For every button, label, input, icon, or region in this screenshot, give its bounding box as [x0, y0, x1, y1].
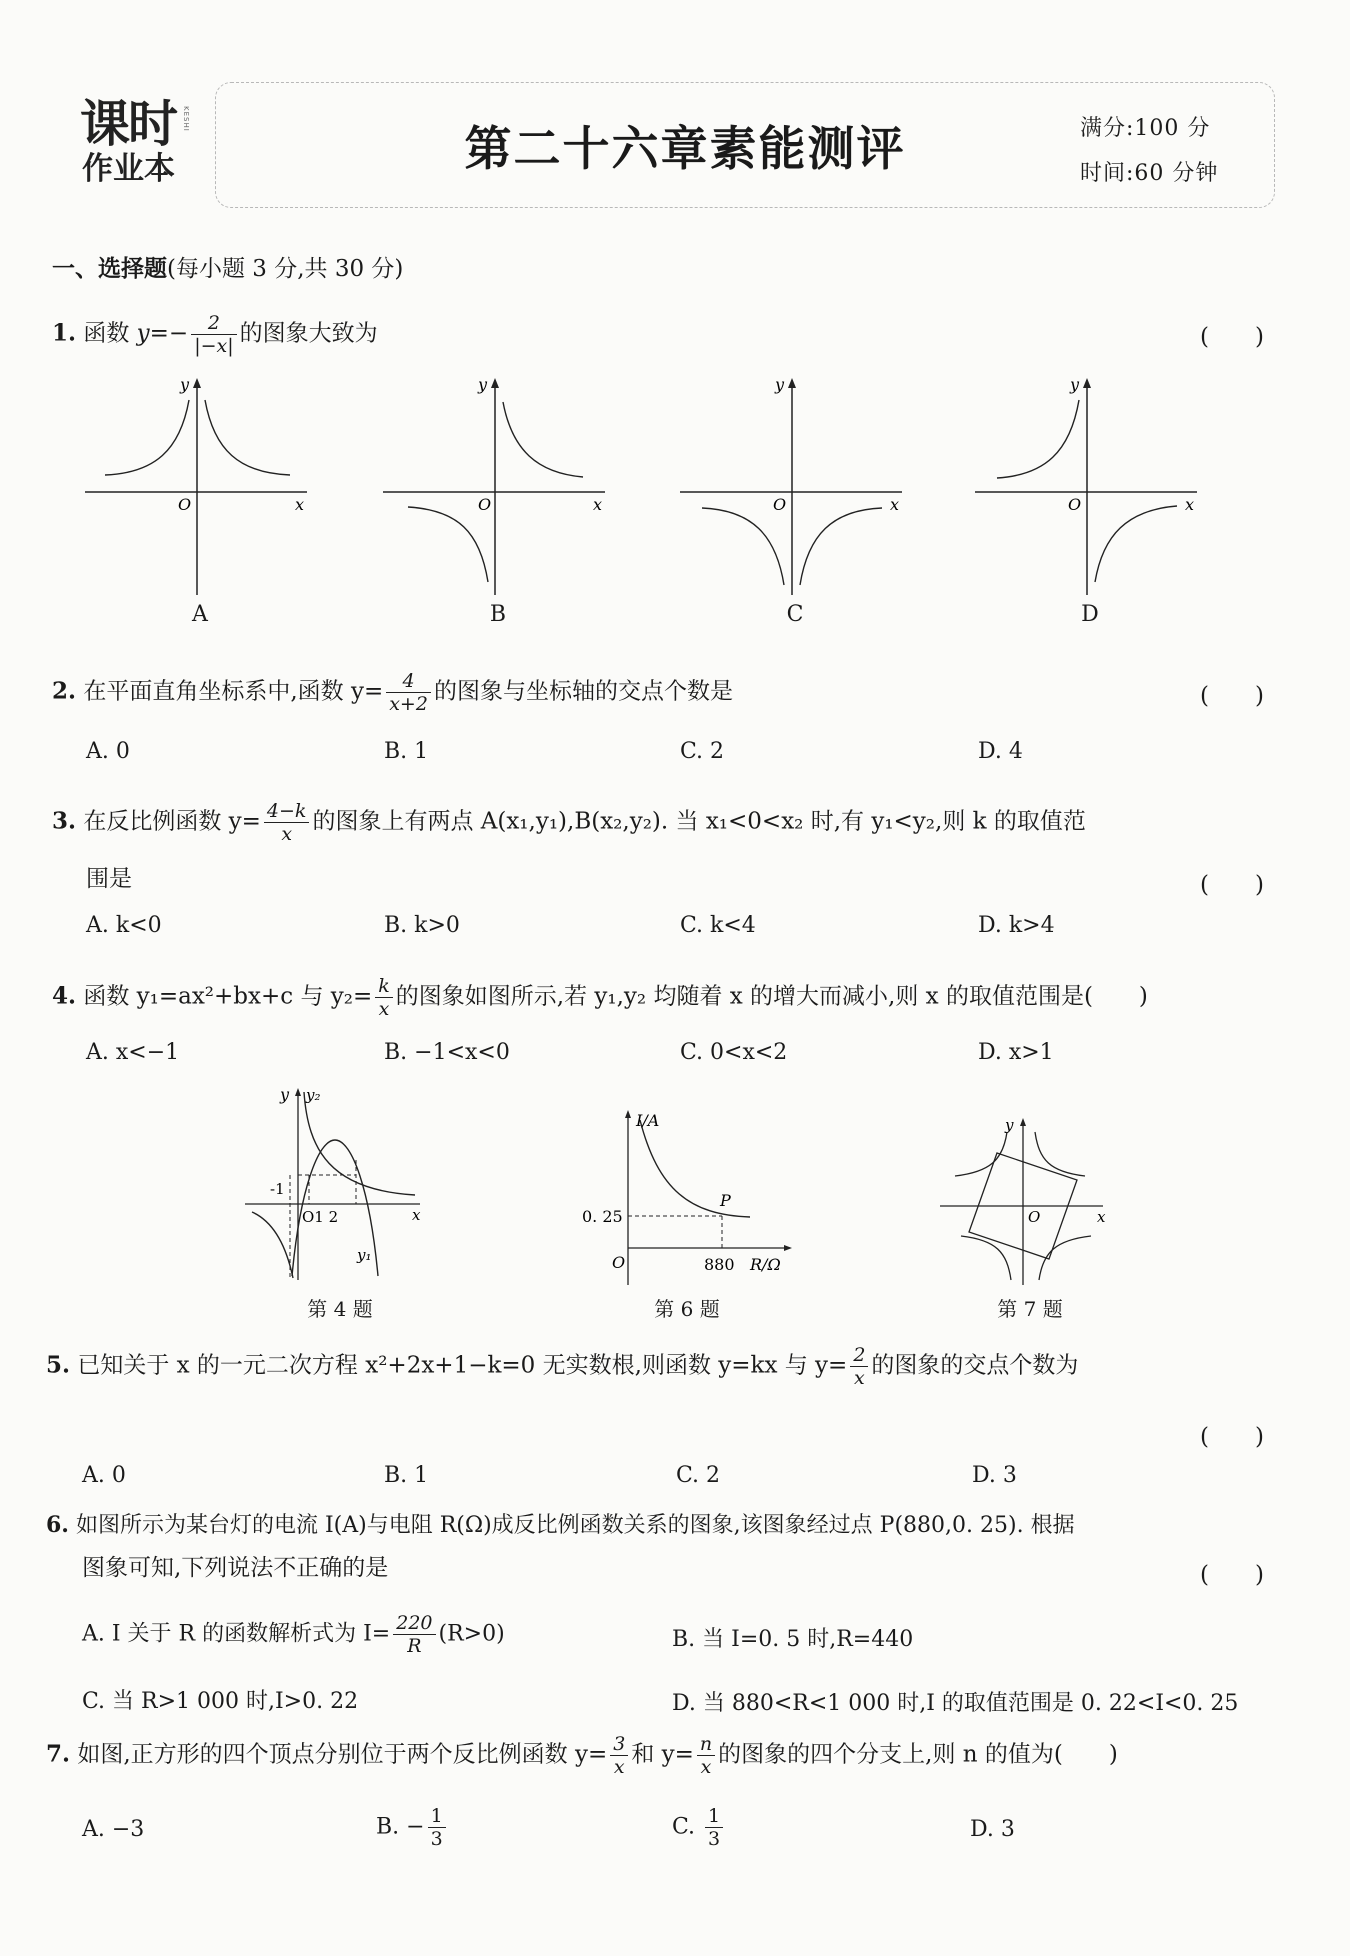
question-7 — [46, 1733, 1118, 1778]
q6-option-b[interactable]: B. 当 I=0. 5 时,R=440 — [672, 1627, 914, 1652]
q2-option-d[interactable]: D. 4 — [978, 739, 1023, 764]
q4-frac-den: x — [378, 998, 390, 1020]
q7-f1-num: 3 — [610, 1733, 628, 1756]
graph-c-y-label: y — [775, 375, 785, 394]
q1-fraction — [191, 312, 236, 357]
q4-option-d[interactable]: D. x>1 — [978, 1040, 1054, 1065]
q2-pre: 在平面直角坐标系中,函数 y= — [83, 678, 384, 705]
q7-fraction-2 — [697, 1733, 715, 1778]
graph-c-right-branch — [800, 508, 882, 585]
q2-option-c[interactable]: C. 2 — [680, 739, 725, 764]
q2-number: 2. — [52, 677, 77, 705]
q7-option-d[interactable]: D. 3 — [970, 1817, 1015, 1842]
q7-option-b-num: 1 — [428, 1805, 446, 1828]
q7-option-c-pre: C. — [672, 1814, 703, 1840]
q4-option-a[interactable]: A. x<−1 — [86, 1040, 180, 1065]
section-note: (每小题 3 分,共 30 分) — [167, 256, 404, 282]
fig6-curve — [640, 1120, 750, 1217]
q5-option-c[interactable]: C. 2 — [676, 1463, 721, 1488]
q6-option-a-num: 220 — [393, 1612, 435, 1635]
graph-c-y-arrow — [788, 378, 796, 388]
graph-label-d: D — [1081, 602, 1099, 627]
question-3 — [52, 800, 1086, 845]
graph-b-origin: O — [478, 495, 492, 514]
fig4-hyperbola-right — [304, 1092, 415, 1195]
graph-b-y-arrow — [491, 378, 499, 388]
graph-c-origin: O — [773, 495, 787, 514]
q3-number: 3. — [52, 807, 77, 835]
fig4-y-label: y — [280, 1085, 290, 1104]
fig4-y2-label: y₂ — [306, 1086, 321, 1104]
q7-f2-num: n — [697, 1733, 715, 1756]
q7-option-c-num: 1 — [705, 1805, 723, 1828]
q7-option-b-pre: B. − — [376, 1814, 425, 1840]
graph-a-x-label: x — [295, 495, 305, 514]
q3-post: 的图象上有两点 A(x₁,y₁),B(x₂,y₂). 当 x₁<0<x₂ 时,有 y₁<y₂,则 k 的取值范 — [312, 808, 1086, 835]
figure-7-caption: 第 7 题 — [997, 1297, 1063, 1321]
q6-option-a[interactable] — [82, 1612, 505, 1657]
fig4-y-arrow — [295, 1088, 301, 1096]
graph-a — [85, 375, 307, 595]
fig6-y-arrow — [625, 1110, 631, 1118]
fig6-origin: O — [612, 1253, 626, 1272]
q7-option-c-fraction — [705, 1805, 723, 1850]
q5-frac-num: 2 — [850, 1344, 868, 1367]
q5-pre: 已知关于 x 的一元二次方程 x²+2x+1−k=0 无实数根,则函数 y=kx 与 y= — [77, 1352, 848, 1379]
graph-d-origin: O — [1068, 495, 1082, 514]
fig4-y1-label: y₁ — [357, 1246, 372, 1264]
graph-c — [680, 375, 902, 595]
fig4-hyperbola-left — [252, 1212, 293, 1278]
fig7-y-label: y — [1005, 1116, 1014, 1134]
q4-option-b[interactable]: B. −1<x<0 — [384, 1040, 510, 1065]
page-title: 第二十六章素能测评 — [464, 122, 906, 177]
q5-post: 的图象的交点个数为 — [871, 1352, 1079, 1379]
q6-line2: 图象可知,下列说法不正确的是 — [82, 1555, 389, 1581]
q1-frac-num: 2 — [191, 312, 236, 335]
fig6-y-label: I/A — [636, 1111, 660, 1130]
q2-post: 的图象与坐标轴的交点个数是 — [433, 678, 733, 705]
q3-option-c[interactable]: C. k<4 — [680, 913, 756, 938]
graph-d-y-arrow — [1083, 378, 1091, 388]
q3-answer-paren[interactable]: ( ) — [1200, 872, 1264, 898]
q7-post: 的图象的四个分支上,则 n 的值为( ) — [718, 1741, 1118, 1768]
q6-number: 6. — [46, 1512, 69, 1538]
q1-lhs: y=− — [136, 320, 189, 347]
graph-b-y-label: y — [478, 375, 488, 394]
fig6-x-arrow — [784, 1245, 792, 1251]
question-2 — [52, 670, 733, 715]
question-5 — [46, 1344, 1078, 1389]
q1-frac-den: |−x| — [194, 335, 234, 357]
q7-option-b[interactable] — [376, 1805, 449, 1850]
question-1 — [52, 312, 378, 357]
q3-line2: 围是 — [86, 866, 132, 892]
fig6-y-value: 0. 25 — [582, 1207, 623, 1226]
graph-c-x-label: x — [890, 495, 900, 514]
q6-option-d[interactable]: D. 当 880<R<1 000 时,I 的取值范围是 0. 22<I<0. 25 — [672, 1691, 1239, 1716]
figure-4-caption: 第 4 题 — [307, 1297, 373, 1321]
q6-option-a-pre: A. I 关于 R 的函数解析式为 I= — [82, 1621, 391, 1647]
q4-post: 的图象如图所示,若 y₁,y₂ 均随着 x 的增大而减小,则 x 的取值范围是( ) — [395, 983, 1148, 1010]
q3-pre: 在反比例函数 y= — [83, 808, 261, 835]
fig6-point-p: P — [720, 1191, 731, 1210]
q7-option-b-den: 3 — [430, 1828, 443, 1850]
fig4-o12: O1 2 — [302, 1208, 339, 1226]
section-title-text: 一、选择题 — [52, 255, 167, 282]
q6-option-c[interactable]: C. 当 R>1 000 时,I>0. 22 — [82, 1689, 359, 1714]
q7-fraction-1 — [610, 1733, 628, 1778]
graph-label-a: A — [192, 602, 208, 627]
figure-4 — [240, 1080, 440, 1290]
graph-d-right-branch — [1095, 506, 1177, 582]
fig7-y-arrow — [1020, 1118, 1026, 1126]
q3-option-a[interactable]: A. k<0 — [86, 913, 162, 938]
fig7-origin: O — [1028, 1208, 1041, 1226]
q5-option-d[interactable]: D. 3 — [972, 1463, 1017, 1488]
q1-graphs — [70, 370, 1220, 600]
q3-frac-den: x — [281, 823, 293, 845]
graph-d-left-branch — [997, 400, 1079, 478]
graph-label-c: C — [786, 602, 804, 627]
q4-frac-num: k — [375, 975, 393, 998]
graph-b-x-label: x — [593, 495, 603, 514]
q4-pre: 函数 y₁=ax²+bx+c 与 y₂= — [83, 983, 373, 1010]
q7-option-a[interactable]: A. −3 — [82, 1817, 145, 1842]
q2-answer-paren[interactable]: ( ) — [1200, 683, 1264, 709]
fig4-minus1: -1 — [270, 1180, 285, 1198]
q2-frac-den: x+2 — [389, 693, 428, 715]
fig7-branch-q1 — [1035, 1132, 1085, 1176]
brand-logo — [80, 95, 192, 190]
q5-frac-den: x — [854, 1367, 865, 1389]
q2-frac-num: 4 — [386, 670, 431, 693]
q6-answer-paren[interactable]: ( ) — [1200, 1562, 1264, 1588]
figure-6 — [580, 1100, 800, 1290]
graph-d-y-label: y — [1070, 375, 1080, 394]
graph-d — [975, 375, 1197, 595]
logo-line2: 作业本 — [82, 151, 175, 187]
question-4 — [52, 975, 1148, 1020]
fig4-x-label: x — [412, 1206, 421, 1224]
question-6 — [46, 1510, 1075, 1541]
graph-a-left-branch — [105, 400, 189, 475]
time-info: 时间:60 分钟 — [1080, 161, 1219, 186]
figure-7 — [935, 1110, 1115, 1290]
q1-post: 的图象大致为 — [239, 320, 378, 347]
q3-fraction — [264, 800, 310, 845]
q7-option-c[interactable] — [672, 1805, 726, 1850]
q4-fraction — [375, 975, 393, 1020]
q3-option-d[interactable]: D. k>4 — [978, 913, 1055, 938]
q1-pre: 函数 — [83, 320, 137, 347]
graph-c-left-branch — [702, 508, 784, 585]
fig6-x-value: 880 — [704, 1255, 735, 1274]
fig7-branch-q3 — [961, 1236, 1011, 1280]
q7-pre: 如图,正方形的四个顶点分别位于两个反比例函数 y= — [77, 1741, 608, 1768]
q5-number: 5. — [46, 1351, 71, 1379]
section-title — [52, 250, 403, 283]
logo-line1: 课时 — [80, 95, 176, 153]
q7-option-b-fraction — [428, 1805, 446, 1850]
q7-mid: 和 y= — [631, 1741, 694, 1768]
graph-a-origin: O — [178, 495, 192, 514]
q6-line1: 如图所示为某台灯的电流 I(A)与电阻 R(Ω)成反比例函数关系的图象,该图象经过点 P(880,0. 25). 根据 — [75, 1513, 1075, 1538]
q1-number: 1. — [52, 319, 77, 347]
q6-option-a-fraction — [393, 1612, 435, 1657]
q4-option-c[interactable]: C. 0<x<2 — [680, 1040, 788, 1065]
q5-option-b[interactable]: B. 1 — [384, 1463, 429, 1488]
graph-a-right-branch — [205, 400, 290, 475]
q4-number: 4. — [52, 982, 77, 1010]
q5-answer-paren[interactable]: ( ) — [1200, 1424, 1264, 1450]
q2-fraction — [386, 670, 431, 715]
graph-b-left-branch — [408, 507, 488, 582]
graph-b-right-branch — [503, 402, 583, 477]
q6-option-a-post: (R>0) — [438, 1621, 505, 1647]
q7-number: 7. — [46, 1740, 71, 1768]
graph-d-x-label: x — [1185, 495, 1195, 514]
q5-option-a[interactable]: A. 0 — [82, 1463, 126, 1488]
figure-6-caption: 第 6 题 — [654, 1297, 720, 1321]
graph-a-y-arrow — [193, 378, 201, 388]
graph-a-y-label: y — [180, 375, 190, 394]
q7-f2-den: x — [700, 1756, 712, 1778]
q3-frac-num: 4−k — [264, 800, 310, 823]
q7-f1-den: x — [613, 1756, 625, 1778]
q7-option-c-den: 3 — [708, 1828, 721, 1850]
q6-option-a-den: R — [407, 1635, 422, 1657]
q2-option-a[interactable]: A. 0 — [86, 739, 130, 764]
q2-option-b[interactable]: B. 1 — [384, 739, 429, 764]
fig7-x-label: x — [1097, 1208, 1106, 1226]
q5-fraction — [850, 1344, 868, 1389]
logo-vertical: KESHI — [182, 106, 190, 132]
q3-option-b[interactable]: B. k>0 — [384, 913, 460, 938]
graph-b — [383, 375, 605, 595]
fig6-x-label: R/Ω — [750, 1255, 781, 1274]
q1-answer-paren[interactable]: ( ) — [1200, 324, 1264, 350]
score-info: 满分:100 分 — [1080, 116, 1211, 141]
graph-label-b: B — [489, 602, 507, 627]
